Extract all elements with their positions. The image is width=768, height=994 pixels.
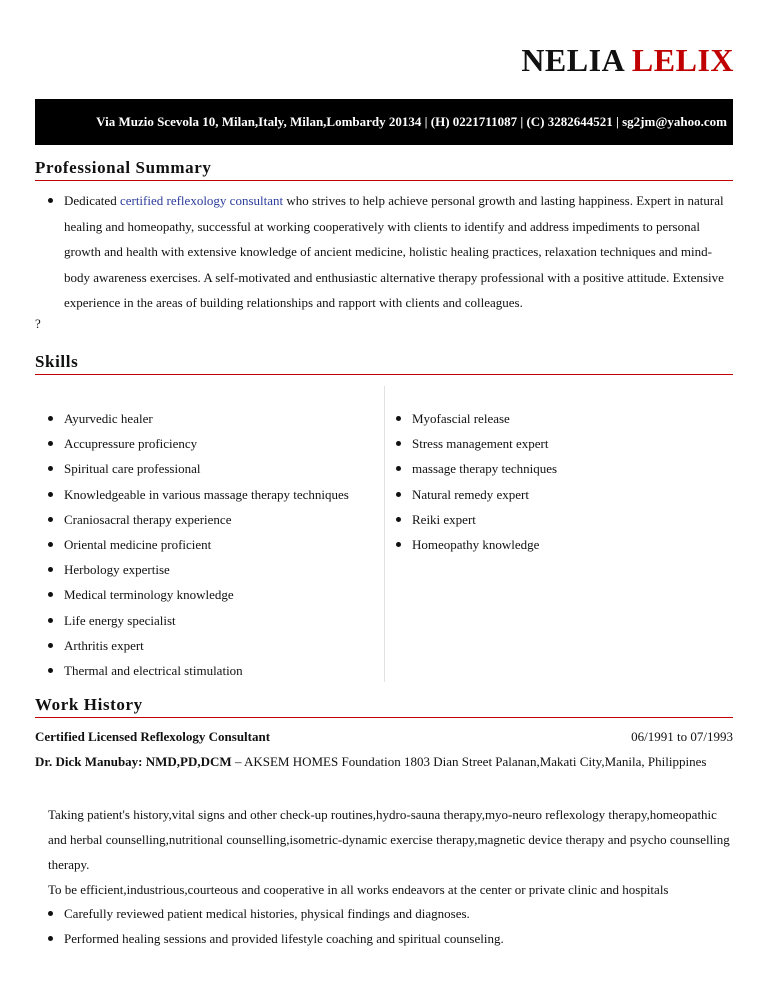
skill-item: Herbology expertise	[64, 557, 374, 582]
stray-mark: ?	[35, 316, 41, 331]
job-bullets	[64, 901, 734, 951]
job-bullet: Carefully reviewed patient medical histories, physical findings and diagnoses.	[64, 901, 734, 926]
skill-item: massage therapy techniques	[412, 456, 732, 481]
skill-item: Stress management expert	[412, 431, 732, 456]
job-description-goal: To be efficient,industrious,courteous and cooperative in all works endeavors at the center or private clinic and hospitals	[48, 882, 669, 897]
skills-column-divider	[384, 386, 385, 682]
skill-item: Homeopathy knowledge	[412, 532, 732, 557]
job-bullet: Performed healing sessions and provided lifestyle coaching and spiritual counseling.	[64, 926, 734, 951]
skill-item: Reiki expert	[412, 507, 732, 532]
summary-text-before: Dedicated	[64, 193, 120, 208]
job-employer	[35, 754, 735, 770]
skill-item: Myofascial release	[412, 406, 732, 431]
summary-list	[64, 188, 734, 316]
job-dates: 06/1991 to 07/1993	[631, 729, 733, 744]
contact-info: Via Muzio Scevola 10, Milan,Italy, Milan,Lombardy 20134 | (H) 0221711087 | (C) 3282644521 | sg2jm@yahoo.com	[96, 114, 727, 129]
summary-link[interactable]: certified reflexology consultant	[119, 193, 284, 208]
skill-item: Accupressure proficiency	[64, 431, 374, 456]
skills-list-right	[412, 406, 732, 557]
skill-item: Thermal and electrical stimulation	[64, 658, 374, 683]
skill-item: Life energy specialist	[64, 608, 374, 633]
job-description	[48, 802, 734, 902]
summary-text-after: who strives to help achieve personal growth and lasting happiness. Expert in natural healing and homeopathy, successful at working cooperatively with clients to identify and address impediments to personal growth and health with extensive knowledge of ancient medicine, holistic healing practices, relaxation techniques and mind-body awareness exercises. A self-motivated and enthusiastic alternative therapy professional with a positive attitude. Extensive experience in the areas of building relationships and rapport with clients and colleagues.	[64, 193, 724, 310]
job-description-duties: Taking patient's history,vital signs and other check-up routines,hydro-sauna therapy,myo-neuro reflexology therapy,homeopathic and herbal counselling,nutritional counselling,isometric-dynamic exercise therapy,magnetic device therapy and psycho counselling therapy.	[48, 807, 730, 872]
candidate-name	[521, 40, 734, 80]
summary-text	[64, 188, 734, 316]
skill-item: Ayurvedic healer	[64, 406, 374, 431]
last-name: LELIX	[631, 42, 734, 78]
job-title: Certified Licensed Reflexology Consultant	[35, 729, 271, 744]
skill-item: Medical terminology knowledge	[64, 582, 374, 607]
section-title-skills: Skills	[35, 352, 733, 375]
skill-item: Oriental medicine proficient	[64, 532, 374, 557]
skill-item: Craniosacral therapy experience	[64, 507, 374, 532]
section-title-work-history: Work History	[35, 695, 733, 718]
first-name: NELIA	[521, 42, 624, 78]
employer-location: – AKSEM HOMES Foundation 1803 Dian Street Palanan,Makati City,Manila, Philippines	[231, 754, 707, 769]
section-title-summary: Professional Summary	[35, 158, 733, 181]
skill-item: Arthritis expert	[64, 633, 374, 658]
employer-name: Dr. Dick Manubay: NMD,PD,DCM	[35, 754, 232, 769]
skills-list-left	[64, 406, 374, 683]
skill-item: Spiritual care professional	[64, 456, 374, 481]
skill-item: Knowledgeable in various massage therapy techniques	[64, 482, 374, 507]
contact-bar	[35, 99, 733, 145]
skill-item: Natural remedy expert	[412, 482, 732, 507]
